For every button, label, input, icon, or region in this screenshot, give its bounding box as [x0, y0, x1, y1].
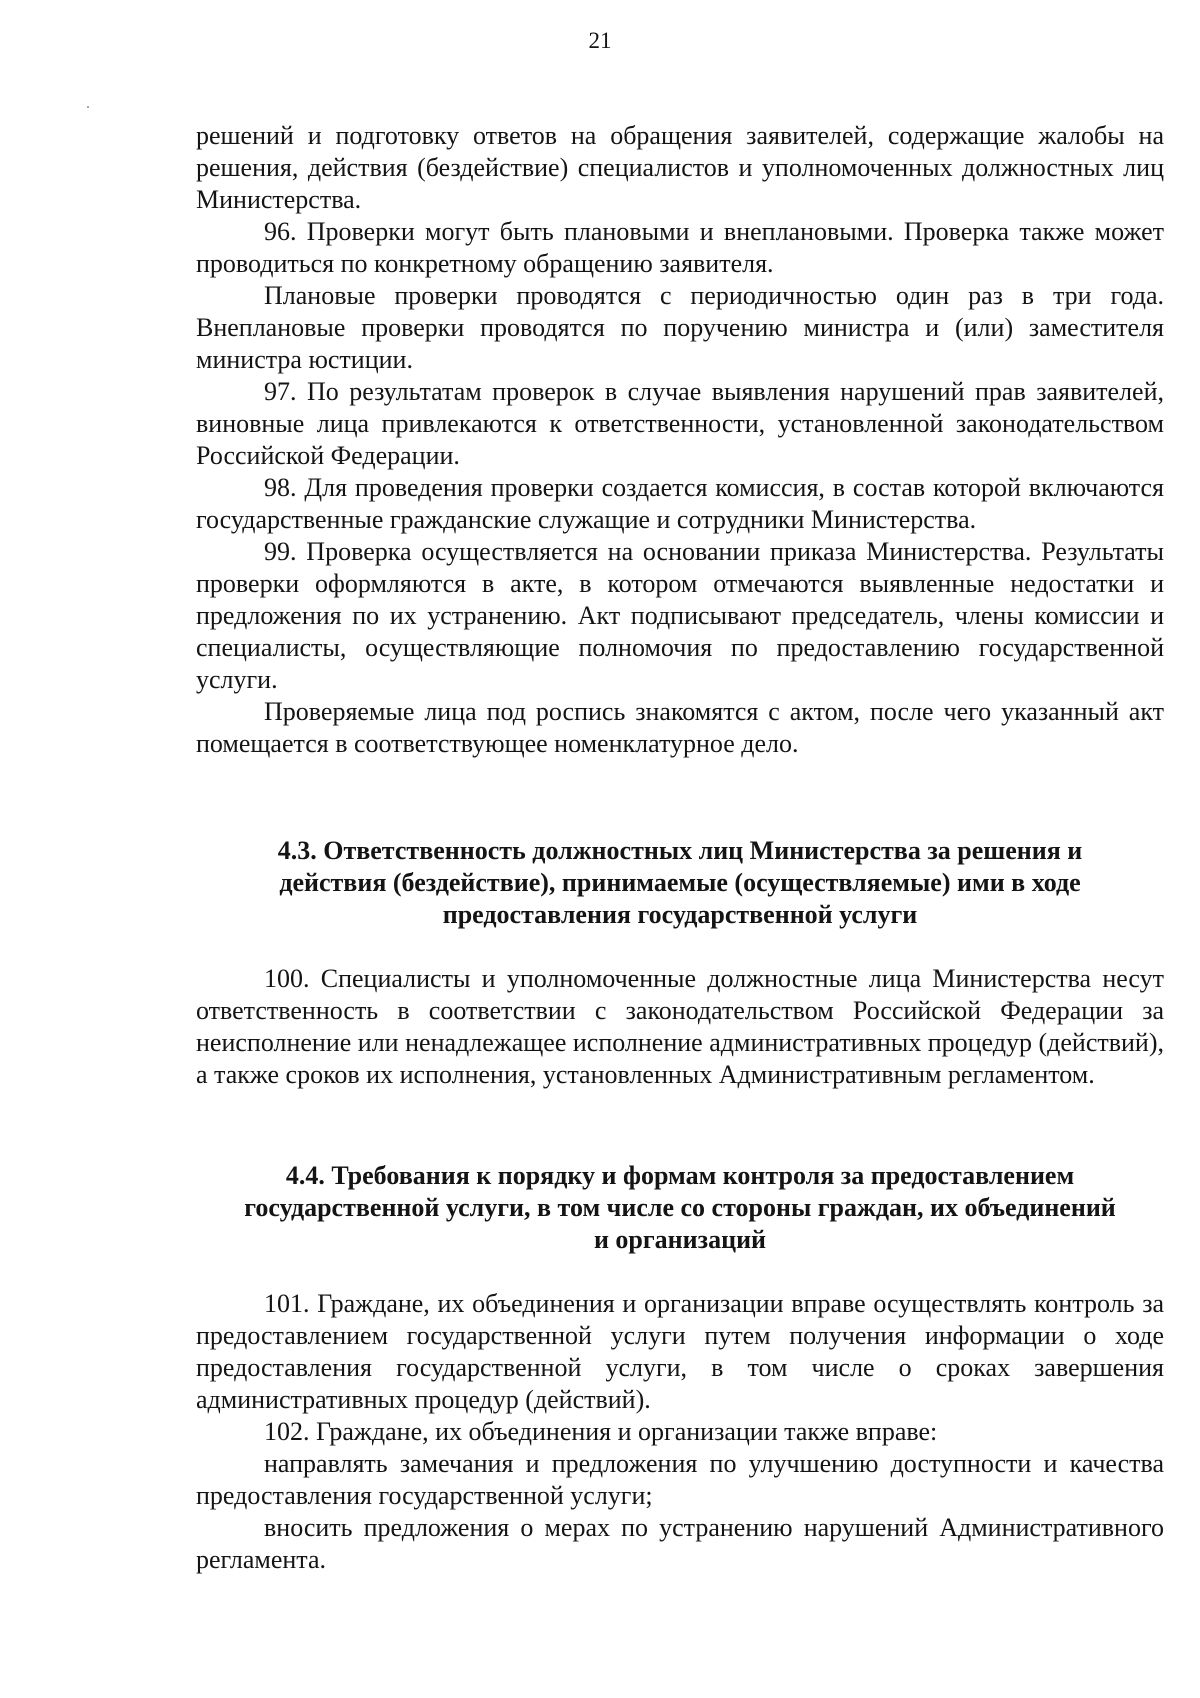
paragraph-97: 97. По результатам проверок в случае выявления нарушений прав заявителей, виновные лица привлекаются к ответственности, установленной законодательством Российской Федерации. [196, 377, 1164, 470]
paragraph-99: 99. Проверка осуществляется на основании приказа Министерства. Результаты проверки оформляются в акте, в котором отмечаются выявленные недостатки и предложения по их устранению. Акт подписывают председатель, члены комиссии и специалисты, осуществляющие полномочия по предоставлению государственной услуги. [196, 537, 1164, 694]
heading-4-4-line-2: государственной услуги, в том числе со стороны граждан, их объединений [244, 1193, 1116, 1222]
paragraph-100: 100. Специалисты и уполномоченные должностные лица Министерства несут ответственность в соответствии с законодательством Российской Федерации за неисполнение или ненадлежащее исполнение административных процедур (действий), а также сроков их исполнения, установленных Административным регламентом. [196, 964, 1164, 1089]
heading-4-3-line-3: предоставления государственной услуги [442, 900, 918, 929]
paragraph-96-planned-checks: Плановые проверки проводятся с периодичностью один раз в три года. Внеплановые проверки проводятся по поручению министра и (или) заместителя министра юстиции. [196, 281, 1164, 374]
heading-4-3-line-2: действия (бездействие), принимаемые (осуществляемые) ими в ходе [279, 868, 1081, 897]
paragraph-102-item-2: вносить предложения о мерах по устранению нарушений Административного регламента. [196, 1513, 1164, 1574]
paragraph-95-continuation: решений и подготовку ответов на обращения заявителей, содержащие жалобы на решения, действия (бездействие) специалистов и уполномоченных должностных лиц Министерства. [196, 121, 1164, 214]
section-4-4-body [196, 1288, 1164, 1576]
heading-section-4-4 [196, 1160, 1164, 1256]
heading-4-3-line-1: 4.3. Ответственность должностных лиц Министерства за решения и [277, 836, 1083, 865]
paragraph-99-act-storage: Проверяемые лица под роспись знакомятся с актом, после чего указанный акт помещается в соответствующее номенклатурное дело. [196, 697, 1164, 758]
section-4-3-body [196, 963, 1164, 1091]
paragraph-101: 101. Граждане, их объединения и организации вправе осуществлять контроль за предоставлением государственной услуги путем получения информации о ходе предоставления государственной услуги, в том числе о сроках завершения административных процедур (действий). [196, 1289, 1164, 1414]
page-number: 21 [588, 28, 612, 53]
heading-4-4-line-1: 4.4. Требования к порядку и формам контроля за предоставлением [285, 1161, 1075, 1190]
heading-4-4-line-3: и организаций [593, 1225, 767, 1254]
paragraph-102: 102. Граждане, их объединения и организации также вправе: [264, 1417, 938, 1446]
heading-section-4-3 [196, 835, 1164, 931]
paragraph-102-item-1: направлять замечания и предложения по улучшению доступности и качества предоставления государственной услуги; [196, 1449, 1164, 1510]
paragraph-98: 98. Для проведения проверки создается комиссия, в состав которой включаются государственные гражданские служащие и сотрудники Министерства. [196, 473, 1164, 534]
section-4-2-continuation [196, 120, 1164, 760]
scan-speck [87, 106, 89, 108]
paragraph-96: 96. Проверки могут быть плановыми и внеплановыми. Проверка также может проводиться по конкретному обращению заявителя. [196, 217, 1164, 278]
